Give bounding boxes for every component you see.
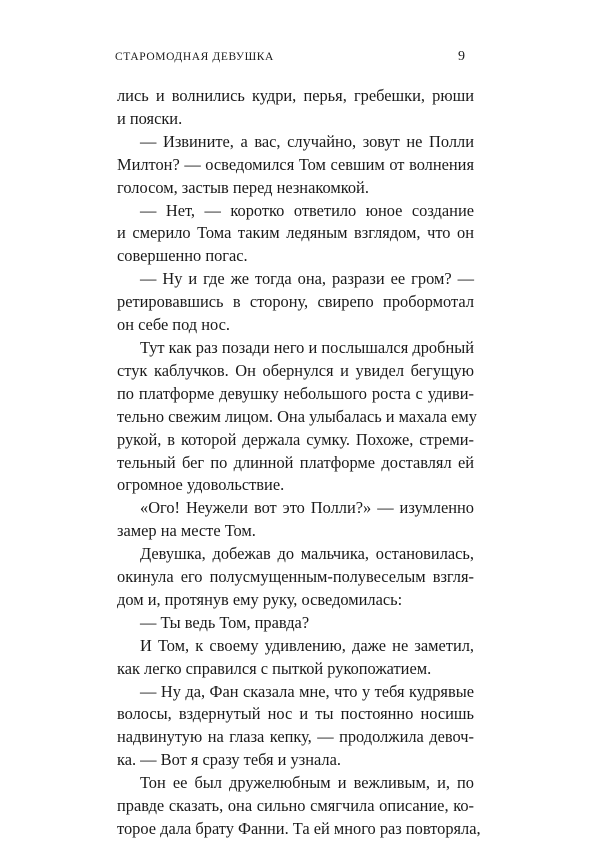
running-header <box>115 49 465 65</box>
text-line: лись и волнились кудри, перья, гребешки, рюши <box>117 86 474 105</box>
text-line: — Извините, а вас, случайно, зовут не Полли <box>140 131 474 151</box>
text-line: по платформе девушку небольшого роста с удиви- <box>117 383 474 403</box>
text-line: волосы, вздернутый нос и ты постоянно носишь <box>117 704 474 724</box>
running-title: СТАРОМОДНАЯ ДЕВУШКА <box>115 51 274 63</box>
text-line: огромное удовольствие. <box>117 475 285 495</box>
text-line: Тут как раз позади него и послышался дробный <box>140 337 474 357</box>
text-line: Девушка, добежав до мальчика, остановилась, <box>140 544 474 564</box>
text-line: И Том, к своему удивлению, даже не заметил, <box>140 635 474 655</box>
page-number: 9 <box>458 49 465 64</box>
text-line: окинула его полусмущенным-полувеселым взгля- <box>117 567 474 587</box>
text-line: рукой, в которой держала сумку. Похоже, стреми- <box>117 429 474 449</box>
text-line: «Ого! Неужели вот это Полли?» — изумленно <box>140 498 474 518</box>
text-line: — Ну да, Фан сказала мне, что у тебя кудрявые <box>140 681 474 701</box>
text-line: замер на месте Том. <box>117 521 256 541</box>
text-line: как легко справился с пыткой рукопожатием. <box>117 658 432 678</box>
text-line: надвинутую на глаза кепку, — продолжила девоч- <box>117 727 474 747</box>
text-line: и пояски. <box>117 108 183 128</box>
text-line: тельный бег по длинной платформе доставлял ей <box>117 452 474 472</box>
text-line: торое дала брату Фанни. Та ей много раз повторяла, <box>117 819 481 838</box>
text-line: — Ты ведь Том, правда? <box>140 612 310 632</box>
text-line: голосом, застыв перед незнакомкой. <box>117 177 369 197</box>
text-line: и смерило Тома таким ледяным взглядом, что он <box>117 223 474 243</box>
text-line: правде сказать, она сильно смягчила описание, ко- <box>117 796 474 816</box>
text-line: стук каблучков. Он обернулся и увидел бегущую <box>117 360 474 380</box>
text-line: дом и, протянув ему руку, осведомилась: <box>117 589 403 609</box>
text-line: Милтон? — осведомился Том севшим от волнения <box>117 154 474 174</box>
text-line: совершенно погас. <box>117 246 248 266</box>
text-line: тельно свежим лицом. Она улыбалась и махала ему <box>117 406 477 426</box>
text-line: ка. — Вот я сразу тебя и узнала. <box>117 750 341 770</box>
text-line: — Нет, — коротко ответило юное создание <box>140 200 474 220</box>
text-line: — Ну и где же тогда она, разрази ее гром? — <box>140 269 474 289</box>
text-line: он себе под нос. <box>117 315 230 335</box>
text-line: Тон ее был дружелюбным и вежливым, и, по <box>140 773 474 793</box>
body-text <box>117 85 481 841</box>
text-line: ретировавшись в сторону, свирепо пробормотал <box>117 292 474 312</box>
